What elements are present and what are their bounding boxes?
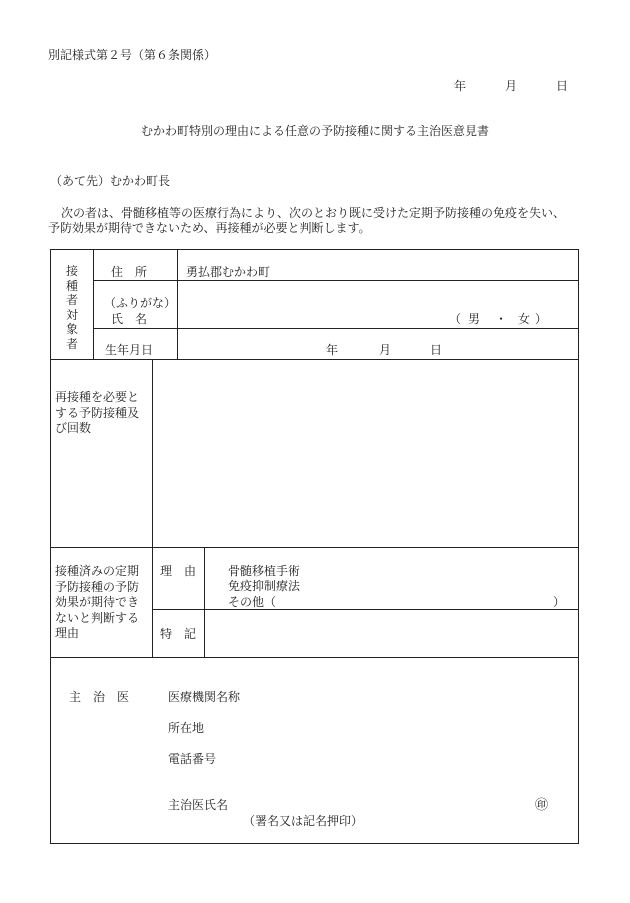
divider — [204, 547, 205, 658]
address-label: 住 所 — [111, 265, 148, 279]
physician-section-label: 主 治 医 — [69, 690, 130, 704]
subject-section-label — [62, 264, 82, 351]
reason-option-other[interactable]: その他（ — [228, 595, 277, 609]
reason-section-label: 接種済みの定期予防接種の予防効果が期待できないと判断する理由 — [55, 564, 140, 640]
sex-open-paren: （ — [449, 312, 462, 326]
divider — [50, 547, 579, 548]
table-border-bottom — [50, 843, 579, 844]
sex-female-option[interactable]: 女 — [518, 312, 531, 326]
name-label: 氏 名 — [111, 312, 148, 326]
location-label: 所在地 — [168, 721, 205, 735]
reason-other-close-paren: ） — [553, 595, 566, 609]
reason-option-bone-marrow[interactable]: 骨髄移植手術 — [228, 564, 301, 578]
furigana-label: （ふりがな） — [104, 296, 177, 310]
date-year-label: 年 — [454, 79, 467, 93]
date-month-label: 月 — [505, 79, 518, 93]
form-number: 別記様式第２号（第６条関係） — [48, 48, 217, 62]
seal-mark: ㊞ — [535, 798, 549, 813]
signature-note: （署名又は記名押印） — [243, 814, 364, 828]
address-value: 勇払郡むかわ町 — [186, 265, 271, 279]
revaccination-label: 再接種を必要とする予防接種及び回数 — [55, 390, 140, 435]
dob-month-label: 月 — [379, 343, 392, 357]
dob-year-label: 年 — [326, 343, 339, 357]
divider — [93, 280, 578, 281]
subject-section-text: 接種者対象者 — [65, 264, 78, 351]
addressee: （あて先）むかわ町長 — [50, 174, 171, 188]
body-line-2: 予防効果が期待できないため、再接種が必要と判断します。 — [48, 221, 371, 235]
dob-day-label: 日 — [430, 343, 443, 357]
date-day-label: 日 — [556, 79, 569, 93]
divider — [152, 359, 153, 658]
divider — [152, 609, 579, 610]
divider — [50, 359, 579, 360]
divider — [93, 249, 94, 359]
divider — [177, 249, 178, 359]
notes-label: 特 記 — [160, 627, 197, 641]
reason-option-immunosuppression[interactable]: 免疫抑制療法 — [228, 579, 301, 593]
sex-separator: ・ — [495, 312, 508, 326]
table-border-top — [50, 249, 579, 250]
dob-label: 生年月日 — [105, 343, 154, 357]
phone-label: 電話番号 — [168, 752, 217, 766]
sex-close-paren: ） — [535, 312, 548, 326]
divider — [50, 657, 579, 658]
reason-label: 理 由 — [160, 564, 197, 578]
doctor-name-label: 主治医氏名 — [168, 798, 229, 812]
institution-label: 医療機関名称 — [168, 690, 241, 704]
sex-male-option[interactable]: 男 — [468, 312, 481, 326]
document-title: むかわ町特別の理由による任意の予防接種に関する主治医意見書 — [140, 124, 489, 138]
body-line-1: 次の者は、骨髄移植等の医療行為により、次のとおり既に受けた定期予防接種の免疫を失い、 — [61, 206, 566, 220]
divider — [93, 328, 578, 329]
